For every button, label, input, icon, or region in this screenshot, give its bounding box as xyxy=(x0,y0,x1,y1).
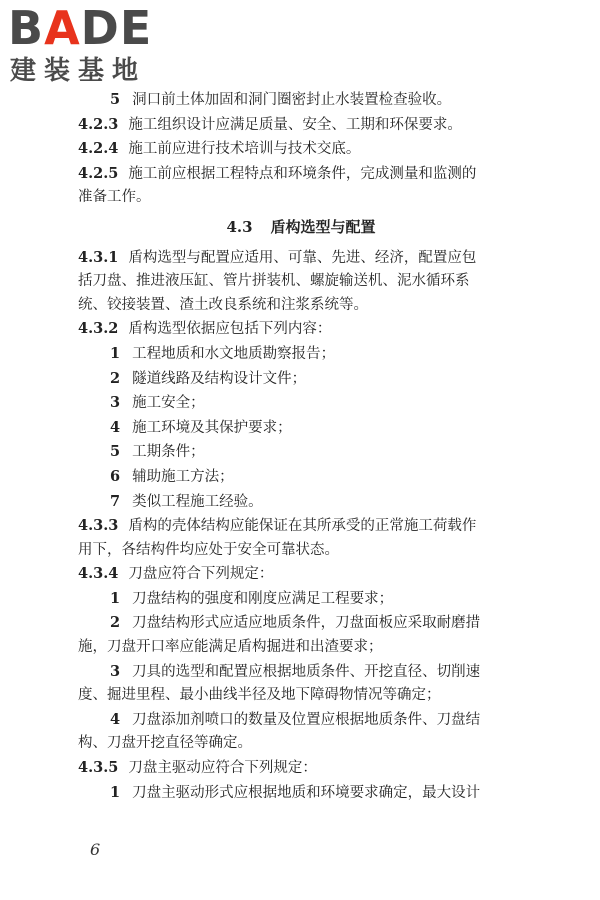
line-text: 隧道线路及结构设计文件； xyxy=(132,370,307,387)
continuation-line xyxy=(78,539,524,563)
line-text: 工程地质和水文地质勘察报告； xyxy=(132,345,336,362)
clause-number: 4.2.5 xyxy=(78,164,119,182)
line-text: 施工环境及其保护要求； xyxy=(132,419,292,436)
line-text: 施工安全； xyxy=(132,395,205,412)
clause-number: 6 xyxy=(110,467,121,485)
clause-number: 4.2.3 xyxy=(78,115,119,133)
line-text: 准备工作。 xyxy=(78,189,151,206)
continuation-line xyxy=(78,270,524,294)
document-body xyxy=(78,88,524,805)
clause-number: 1 xyxy=(110,589,121,607)
clause-number: 4 xyxy=(110,710,121,728)
line-text: 刀盘应符合下列规定： xyxy=(128,566,274,583)
list-item xyxy=(78,611,524,636)
clause-number: 5 xyxy=(110,443,121,461)
clause-line xyxy=(78,562,524,587)
clause-number: 1 xyxy=(110,783,121,801)
clause-number: 3 xyxy=(110,394,121,412)
clause-number: 4.3.2 xyxy=(78,320,119,338)
line-text: 施工前应根据工程特点和环境条件，完成测量和监测的 xyxy=(128,165,477,182)
clause-line xyxy=(78,514,524,539)
list-item xyxy=(78,367,524,392)
list-item xyxy=(78,342,524,367)
clause-number: 7 xyxy=(110,492,121,510)
clause-number: 5 xyxy=(110,91,121,108)
line-text: 构、刀盘开挖直径等确定。 xyxy=(78,735,252,752)
line-text: 盾构选型与配置应适用、可靠、先进、经济，配置应包 xyxy=(128,249,477,266)
line-text: 刀盘结构的强度和刚度应满足工程要求； xyxy=(132,590,394,607)
line-text: 刀具的选型和配置应根据地质条件、开挖直径、切削速 xyxy=(132,663,481,680)
list-item xyxy=(78,660,524,685)
clause-number: 4.3 xyxy=(226,217,253,236)
line-text: 统、铰接装置、渣土改良系统和注浆系统等。 xyxy=(78,296,368,313)
logo-wordmark: BADE xyxy=(8,1,153,55)
line-text: 盾构选型依据应包括下列内容： xyxy=(128,321,332,338)
line-text: 施工前应进行技术培训与技术交底。 xyxy=(128,141,361,158)
list-item xyxy=(78,391,524,416)
line-text: 刀盘主驱动应符合下列规定： xyxy=(128,760,317,777)
continuation-line xyxy=(78,186,524,210)
clause-number: 2 xyxy=(110,369,121,387)
line-text: 盾构选型与配置 xyxy=(270,217,376,236)
clause-number: 4.3.4 xyxy=(78,565,119,583)
clause-line xyxy=(78,162,524,187)
logo-subtitle: 建装基地 xyxy=(10,56,147,86)
continuation-line xyxy=(78,684,524,708)
continuation-line xyxy=(78,636,524,660)
page-number: 6 xyxy=(90,840,101,859)
line-text: 施工组织设计应满足质量、安全、工期和环保要求。 xyxy=(128,116,462,133)
clause-number: 4.3.3 xyxy=(78,517,119,535)
clause-number: 1 xyxy=(110,344,121,362)
line-text: 类似工程施工经验。 xyxy=(132,493,263,510)
clause-number: 4.3.1 xyxy=(78,248,119,266)
continuation-line xyxy=(78,732,524,756)
clause-line xyxy=(78,113,524,138)
clause-number: 3 xyxy=(110,662,121,680)
section-heading xyxy=(78,210,524,246)
clause-line xyxy=(78,137,524,162)
clause-number: 2 xyxy=(110,614,121,632)
clause-line xyxy=(78,246,524,271)
clause-line xyxy=(78,756,524,781)
clause-number: 4.2.4 xyxy=(78,140,119,158)
line-text: 施，刀盘开口率应能满足盾构掘进和出渣要求； xyxy=(78,639,383,656)
brand-logo xyxy=(8,2,178,88)
list-item xyxy=(78,88,524,113)
list-item xyxy=(78,465,524,490)
clause-line xyxy=(78,317,524,342)
continuation-line xyxy=(78,294,524,318)
line-text: 辅助施工方法； xyxy=(132,468,234,485)
line-text: 刀盘结构形式应适应地质条件，刀盘面板应采取耐磨措 xyxy=(132,615,481,632)
line-text: 用下，各结构件均应处于安全可靠状态。 xyxy=(78,541,339,558)
clause-number: 4.3.5 xyxy=(78,759,119,777)
list-item xyxy=(78,587,524,612)
list-item xyxy=(78,781,524,806)
line-text: 度、掘进里程、最小曲线半径及地下障碍物情况等确定； xyxy=(78,687,441,704)
list-item xyxy=(78,708,524,733)
list-item xyxy=(78,416,524,441)
line-text: 洞口前土体加固和洞门圈密封止水装置检查验收。 xyxy=(132,92,452,108)
line-text: 刀盘添加剂喷口的数量及位置应根据地质条件、刀盘结 xyxy=(132,711,481,728)
line-text: 括刀盘、推进液压缸、管片拼装机、螺旋输送机、泥水循环系 xyxy=(78,273,470,290)
list-item xyxy=(78,490,524,515)
line-text: 工期条件； xyxy=(132,444,205,461)
list-item xyxy=(78,440,524,465)
line-text: 刀盘主驱动形式应根据地质和环境要求确定，最大设计 xyxy=(132,784,481,801)
line-text: 盾构的壳体结构应能保证在其所承受的正常施工荷载作 xyxy=(128,518,477,535)
clause-number: 4 xyxy=(110,418,121,436)
